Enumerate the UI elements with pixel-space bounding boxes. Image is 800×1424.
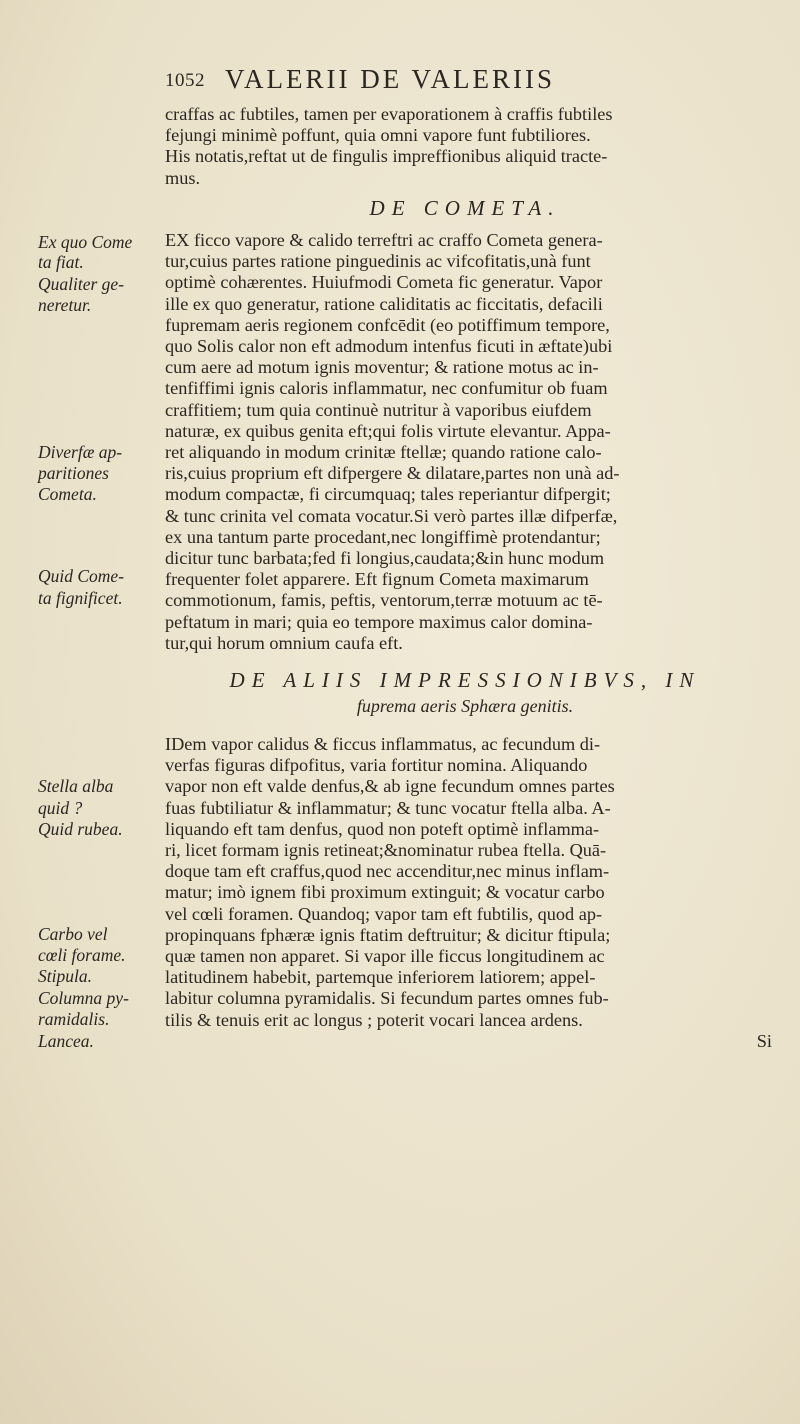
margin-note: ta fignificet.	[38, 588, 123, 608]
text-line: ri, licet formam ignis retineat;&nominatur rubea ftella. Quā-	[165, 840, 607, 861]
margin-note: Stipula.	[38, 966, 92, 986]
margin-note: neretur.	[38, 295, 92, 315]
text-line: IDem vapor calidus & ficcus inflammatus, ac fecundum di-	[165, 734, 601, 754]
margin-note: Qualiter ge-	[38, 274, 125, 294]
text-line: & tunc crinita vel comata vocatur.Si verò partes illæ difperfæ,	[165, 505, 618, 526]
text-line: tenfiffimi ignis caloris inflammatur, nec confumitur ob fuam	[165, 378, 608, 399]
text-line: doque tam eft craffus,quod nec accenditur,nec minus inflam-	[165, 861, 610, 882]
margin-note: ramidalis.	[38, 1009, 110, 1029]
cometa-paragraph	[165, 230, 772, 654]
margin-note: Stella alba	[38, 776, 114, 796]
text-line: tilis & tenuis erit ac longus ; poterit vocari lancea ardens.	[165, 1009, 583, 1030]
text-line: tur,qui horum omnium caufa eft.	[165, 632, 403, 653]
text-line: ret aliquando in modum crinitæ ftellæ; quando ratione calo-	[165, 442, 602, 463]
aliis-paragraph	[165, 734, 772, 1052]
margin-note: cœli forame.	[38, 945, 126, 965]
text-line: optimè cohærentes. Huiufmodi Cometa fic generatur. Vapor	[165, 272, 603, 293]
section-title-cometa: DE COMETA.	[369, 196, 561, 220]
catchword: Si	[756, 1030, 772, 1051]
section-subtitle: fuprema aeris Sphæra genitis.	[356, 696, 574, 716]
text-line: tur,cuius partes ratione pinguedinis ac vifcofitatis,unà funt	[165, 251, 591, 272]
text-line: fupremam aeris regionem confcēdit (eo potiffimum tempore,	[165, 314, 610, 335]
section-title-aliis: DE ALIIS IMPRESSIONIBVS, IN	[229, 668, 701, 692]
page-header	[165, 64, 765, 94]
page-number: 1052	[165, 70, 205, 91]
margin-note: Quid Come-	[38, 566, 125, 586]
text-line: frequenter folet apparere. Eft fignum Cometa maximarum	[165, 569, 589, 590]
running-head: VALERII DE VALERIIS	[225, 64, 556, 94]
margin-note: paritiones	[38, 463, 109, 483]
text-line: vapor non eft valde denfus,& ab igne fecundum omnes partes	[165, 776, 615, 797]
margin-note: Columna py-	[38, 988, 129, 1008]
text-line: dicitur tunc barbata;fed fi longius,caudata;&in hunc modum	[165, 548, 605, 569]
text-line: ille ex quo generatur, ratione caliditatis ac ficcitatis, defacili	[165, 293, 603, 314]
text-line: ex una tantum parte procedant,nec longiffimè protendantur;	[165, 526, 601, 547]
text-line: EX ficco vapore & calido terreftri ac craffo Cometa genera-	[165, 230, 603, 250]
text-line: naturæ, ex quibus genita eft;qui folis virtute elevantur. Appa-	[165, 420, 611, 441]
margin-note: Ex quo Come	[38, 232, 133, 252]
text-line: cum aere ad motum ignis moventur; & ratione motus ac in-	[165, 357, 599, 378]
text-line: craffas ac fubtiles, tamen per evaporationem à craffis fubtiles	[165, 104, 613, 124]
text-line: mus.	[165, 167, 201, 188]
margin-note: Quid rubea.	[38, 819, 123, 839]
margin-note: Carbo vel	[38, 924, 108, 944]
text-line: fuas fubtiliatur & inflammatur; & tunc vocatur ftella alba. A-	[165, 797, 611, 818]
margin-note: Diverfæ ap-	[38, 442, 123, 462]
text-line: fejungi minimè poffunt, quia omni vapore funt fubtiliores.	[165, 125, 591, 146]
text-line: vel cœli foramen. Quandoq; vapor tam eft fubtilis, quod ap-	[165, 903, 603, 924]
text-line: labitur columna pyramidalis. Si fecundum partes omnes fub-	[165, 988, 609, 1009]
margin-note: Lancea.	[38, 1031, 94, 1051]
text-line: ris,cuius proprium eft difpergere & dilatare,partes non unà ad-	[165, 463, 620, 484]
text-line: peftatum in mari; quia eo tempore maximus calor domina-	[165, 611, 593, 632]
margin-note: ta fiat.	[38, 252, 84, 272]
text-line: verfas figuras difpofitus, varia fortitur nomina. Aliquando	[165, 755, 588, 776]
text-line: His notatis,reftat ut de fingulis impreffionibus aliquid tracte-	[165, 146, 608, 167]
text-line: quæ tamen non apparet. Si vapor ille ficcus longitudinem ac	[165, 946, 605, 967]
text-line: modum compactæ, fi circumquaq; tales reperiantur difpergit;	[165, 484, 611, 505]
text-line: propinquans fphæræ ignis ftatim deftruitur; & dicitur ftipula;	[165, 924, 611, 945]
intro-paragraph	[165, 104, 772, 189]
margin-note: quid ?	[38, 798, 83, 818]
text-line: matur; imò ignem fibi proximum extinguit; & vocatur carbo	[165, 882, 605, 903]
text-line: commotionum, famis, peftis, ventorum,terræ motuum ac tē-	[165, 590, 603, 611]
text-line: quo Solis calor non eft admodum intenfus ficuti in æftate)ubi	[165, 336, 613, 357]
text-line: liquando eft tam denfus, quod non poteft optimè inflamma-	[165, 818, 600, 839]
margin-note: Cometa.	[38, 484, 97, 504]
text-line: craffitiem; tum quia continuè nutritur à vaporibus eiufdem	[165, 399, 592, 420]
text-line: latitudinem habebit, partemque inferiorem latiorem; appel-	[165, 967, 596, 988]
